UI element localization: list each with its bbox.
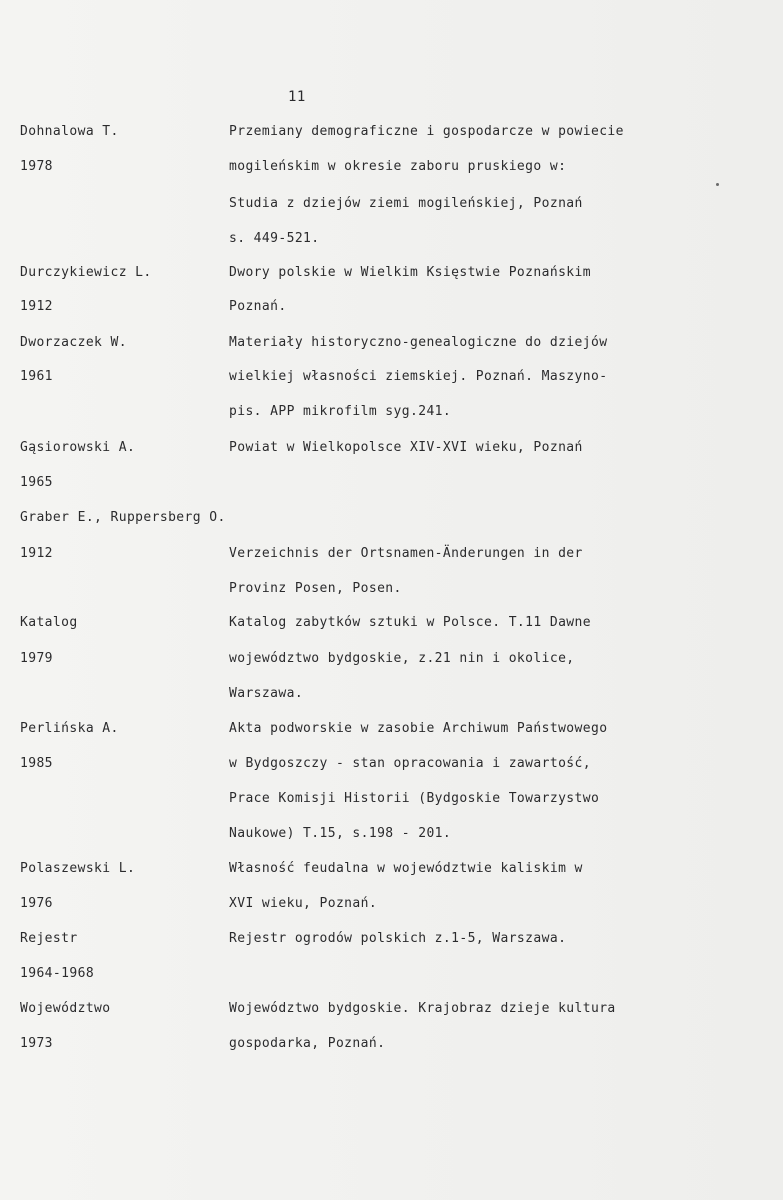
- entry-title-line: Województwo bydgoskie. Krajobraz dzieje kultura: [229, 1001, 616, 1016]
- entry-author: Katalog: [20, 615, 78, 630]
- entry-title-line: województwo bydgoskie, z.21 nin i okolice,: [229, 651, 575, 666]
- entry-title-line: mogileńskim w okresie zaboru pruskiego w:: [229, 159, 567, 174]
- entry-year: 1965: [20, 475, 53, 490]
- entry-title-line: Materiały historyczno-genealogiczne do dziejów: [229, 335, 608, 350]
- entry-author: Polaszewski L.: [20, 861, 136, 876]
- entry-author: Województwo: [20, 1001, 111, 1016]
- entry-title-line: Akta podworskie w zasobie Archiwum Państwowego: [229, 721, 608, 736]
- entry-title-line: Przemiany demograficzne i gospodarcze w powiecie: [229, 124, 624, 139]
- entry-year: 1979: [20, 651, 53, 666]
- entry-title-line: Naukowe) T.15, s.198 - 201.: [229, 826, 452, 841]
- entry-title-line: Rejestr ogrodów polskich z.1-5, Warszawa.: [229, 931, 567, 946]
- entry-year: 1961: [20, 369, 53, 384]
- entry-year: 1912: [20, 546, 53, 561]
- entry-title-line: Katalog zabytków sztuki w Polsce. T.11 Dawne: [229, 615, 591, 630]
- entry-title-line: Provinz Posen, Posen.: [229, 581, 402, 596]
- entry-year: 1973: [20, 1036, 53, 1051]
- entry-title-line: Warszawa.: [229, 686, 304, 701]
- entry-author: Dworzaczek W.: [20, 335, 127, 350]
- entry-year: 1964-1968: [20, 966, 95, 981]
- entry-author: Perlińska A.: [20, 721, 119, 736]
- entry-title-line: Dwory polskie w Wielkim Księstwie Poznańskim: [229, 265, 591, 280]
- entry-author: Durczykiewicz L.: [20, 265, 152, 280]
- entry-title-line: w Bydgoszczy - stan opracowania i zawartość,: [229, 756, 591, 771]
- entry-title-line: gospodarka, Poznań.: [229, 1036, 386, 1051]
- entry-title-line: wielkiej własności ziemskiej. Poznań. Maszyno-: [229, 369, 608, 384]
- entry-title-line: Poznań.: [229, 299, 287, 314]
- entry-year: 1976: [20, 896, 53, 911]
- page-number: 11: [288, 89, 306, 105]
- entry-title-line: Studia z dziejów ziemi mogileńskiej, Poznań: [229, 196, 583, 211]
- entry-title-line: Prace Komisji Historii (Bydgoskie Towarzystwo: [229, 791, 600, 806]
- entry-title-line: Powiat w Wielkopolsce XIV-XVI wieku, Poznań: [229, 440, 583, 455]
- entry-author: Dohnalowa T.: [20, 124, 119, 139]
- entry-title-line: pis. APP mikrofilm syg.241.: [229, 404, 452, 419]
- entry-author: Rejestr: [20, 931, 78, 946]
- entry-title-line: XVI wieku, Poznań.: [229, 896, 378, 911]
- entry-title-line: Verzeichnis der Ortsnamen-Änderungen in der: [229, 546, 583, 561]
- entry-year: 1912: [20, 299, 53, 314]
- entry-author: Graber E., Ruppersberg O.: [20, 510, 226, 525]
- entry-year: 1985: [20, 756, 53, 771]
- entry-year: 1978: [20, 159, 53, 174]
- stray-mark: [716, 183, 719, 186]
- entry-title-line: Własność feudalna w województwie kaliskim w: [229, 861, 583, 876]
- entry-author: Gąsiorowski A.: [20, 440, 136, 455]
- entry-title-line: s. 449-521.: [229, 231, 320, 246]
